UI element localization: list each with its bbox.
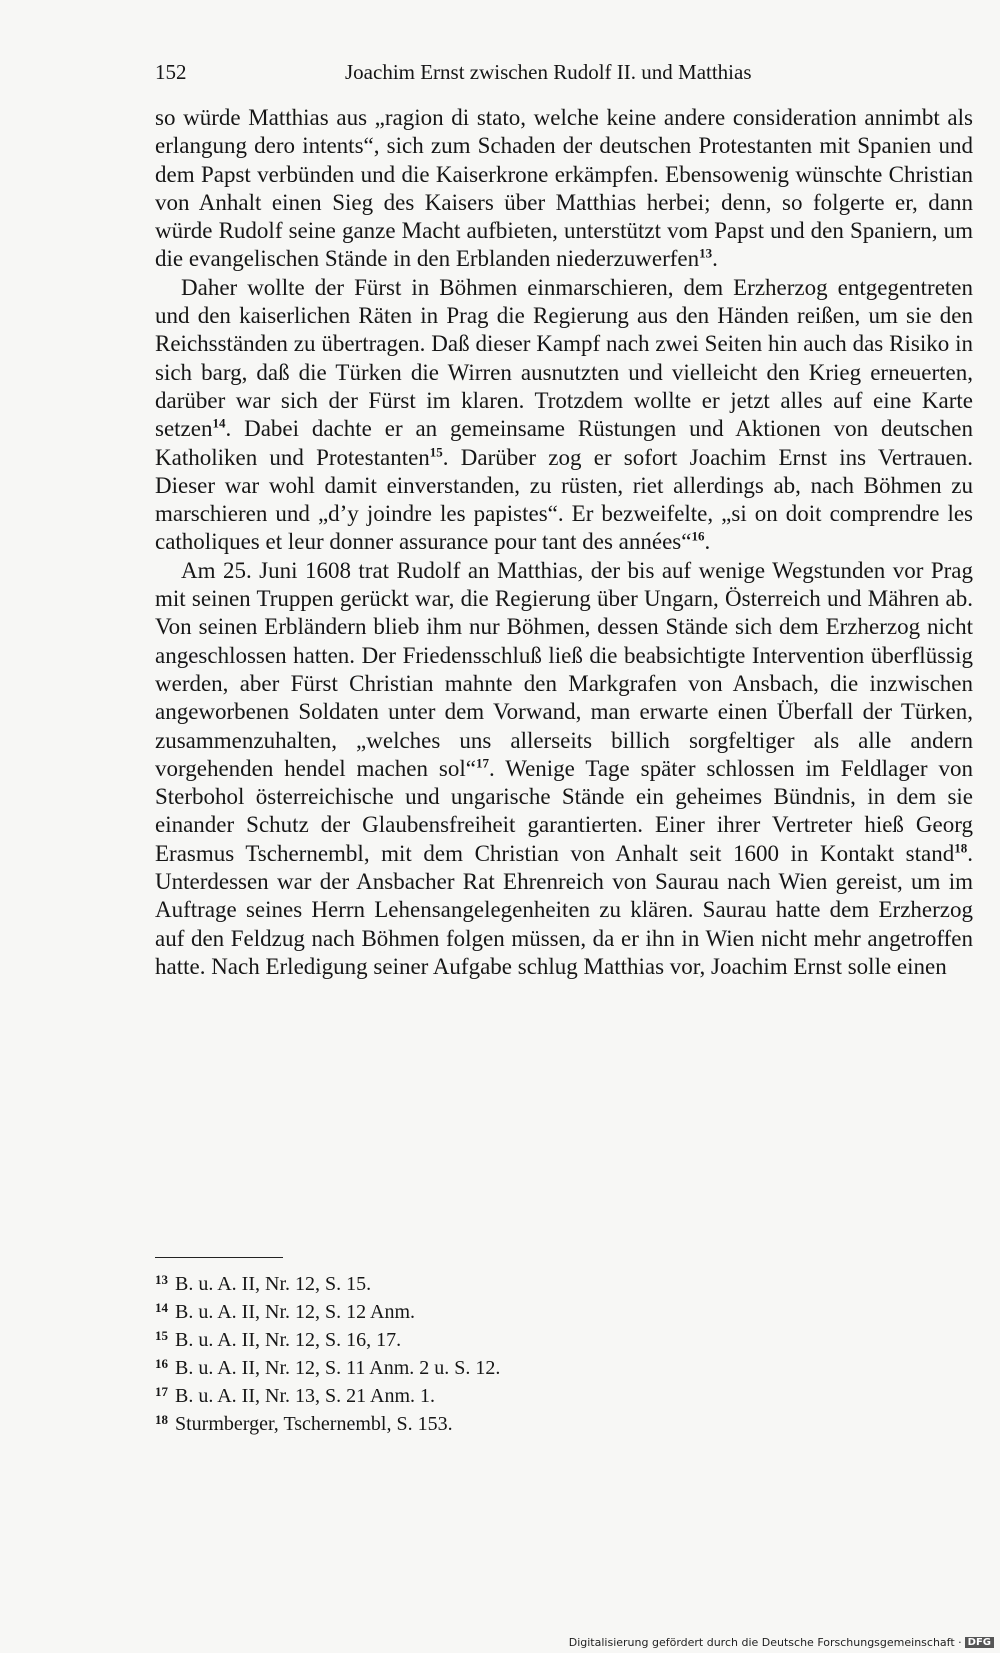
footnote-mark: 16 — [155, 1356, 168, 1371]
paragraph — [155, 274, 973, 557]
text-run: Am 25. Juni 1608 trat Rudolf an Matthias, der bis auf wenige Wegstunden vor Prag mit seinen Truppen gerückt war, die Regierung über Ungarn, Österreich und Mähren ab. Von seinen Erbländern blieb ihm nur Böhmen, dessen Stände sich dem Erzherzog nicht angeschlossen hatten. Der Friedensschluß ließ die beabsichtigte Intervention überflüssig werden, aber Fürst Christian mahnte den Markgrafen von Ansbach, die inzwischen angeworbenen Soldaten unter dem Vorwand, man erwarte einen Überfall der Türken, zusammenzuhalten, „welches uns allerseits billich sorgfeltiger als alle andern vorgehenden hendel machen sol“ — [155, 557, 973, 781]
footnote — [155, 1324, 855, 1352]
text-run: . Unterdessen war der Ansbacher Rat Ehrenreich von Saurau nach Wien gereist, um im Auftrage seines Herrn Lehensangelegenheiten zu klären. Saurau hatte dem Erzherzog auf den Feldzug nach Böhmen folgen müssen, da er ihn in Wien nicht mehr angetroffen hatte. Nach Erledigung seiner Aufgabe schlug Matthias vor, Joachim Ernst solle einen — [155, 840, 973, 979]
dfg-logo: DFG — [965, 1637, 994, 1648]
footnote — [155, 1296, 855, 1324]
footnote-ref: 16 — [691, 528, 705, 544]
footnote-text: B. u. A. II, Nr. 12, S. 15. — [175, 1273, 372, 1295]
text-run: . — [712, 246, 718, 272]
footnotes — [155, 1268, 855, 1436]
text-run: . Darüber zog er sofort Joachim Ernst ins Vertrauen. Dieser war wohl damit einverstanden, zu rüsten, riet allerdings ab, nach Böhmen zu marschieren und „d’y joindre les papistes“. Er bezweifelte, „si on doit comprendre les catholiques et leur donner assurance pour tant des années“ — [155, 444, 973, 555]
running-title: Joachim Ernst zwischen Rudolf II. und Matthias — [345, 60, 752, 84]
footnote — [155, 1408, 855, 1436]
footnote-ref: 14 — [212, 415, 226, 431]
digitization-credit — [569, 1636, 994, 1649]
footnote-text: B. u. A. II, Nr. 12, S. 16, 17. — [175, 1329, 402, 1351]
paragraph — [155, 557, 973, 981]
text-run: Daher wollte der Fürst in Böhmen einmarschieren, dem Erzherzog entgegentreten und den kaiserlichen Räten in Prag die Regierung aus den Händen reißen, um sie den Reichsständen zu übertragen. Daß dieser Kampf nach zwei Seiten hin auch das Risiko in sich barg, daß die Türken die Wirren ausnutzten und vielleicht den Krieg erneuerten, darüber war sich der Fürst im klaren. Trotzdem wollte er jetzt alles auf eine Karte setzen — [155, 274, 973, 442]
footnote-mark: 14 — [155, 1300, 168, 1315]
footnote-text: B. u. A. II, Nr. 13, S. 21 Anm. 1. — [175, 1385, 436, 1407]
footnote-text: Sturmberger, Tschernembl, S. 153. — [175, 1413, 453, 1435]
footnote-divider — [155, 1257, 283, 1258]
text-run: . — [704, 529, 711, 555]
footnote — [155, 1352, 855, 1380]
text-run: so würde Matthias aus „ragion di stato, welche keine andere consideration annimbt als erlangung dero intents“, sich zum Schaden der deutschen Protestanten mit Spanien und dem Papst verbünden und die Kaiserkrone erkämpfen. Ebensowenig wünschte Christian von Anhalt einen Sieg des Kaisers über Matthias herbei; denn, so folgerte er, dann würde Rudolf seine ganze Macht aufbieten, unterstützt vom Papst und den Spaniern, um die evangelischen Stände in den Erblanden niederzuwerfen — [155, 105, 973, 272]
text-run: . Wenige Tage später schlossen im Feldlager von Sterbohol österreichische und ungarische Stände ein geheimes Bündnis, in dem sie einander Schutz der Glaubensfreiheit garantierten. Einer ihrer Vertreter hieß Georg Erasmus Tschernembl, mit dem Christian von Anhalt seit 1600 in Kontakt stand — [155, 755, 973, 866]
footnote — [155, 1268, 855, 1296]
footnote-ref: 18 — [954, 840, 968, 856]
footnote-ref: 13 — [699, 245, 713, 261]
footnote-mark: 13 — [155, 1272, 168, 1287]
footnote — [155, 1380, 855, 1408]
footnote-ref: 15 — [429, 443, 443, 459]
footnote-text: B. u. A. II, Nr. 12, S. 12 Anm. — [175, 1301, 416, 1323]
paragraph — [155, 104, 973, 274]
text-run: . Dabei dachte er an gemeinsame Rüstungen und Aktionen von deutschen Katholiken und Protestanten — [155, 416, 973, 470]
page-number: 152 — [155, 60, 187, 84]
main-text — [155, 104, 973, 981]
footnote-mark: 17 — [155, 1384, 168, 1399]
footnote-ref: 17 — [475, 755, 489, 771]
footnote-text: B. u. A. II, Nr. 12, S. 11 Anm. 2 u. S. 12. — [175, 1357, 501, 1379]
footnote-mark: 15 — [155, 1328, 168, 1343]
footnote-mark: 18 — [155, 1412, 168, 1427]
credit-text: Digitalisierung gefördert durch die Deutsche Forschungsgemeinschaft · — [568, 1636, 962, 1649]
